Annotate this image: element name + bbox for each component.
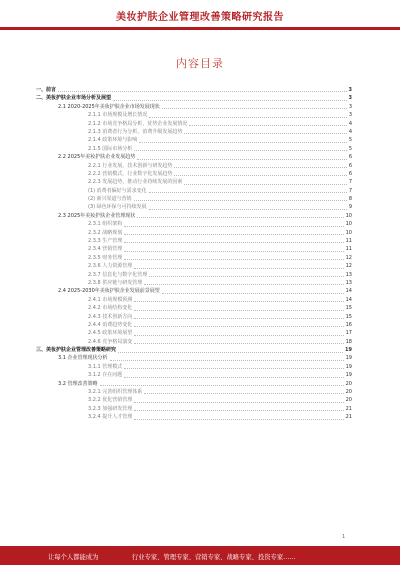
footer-banner xyxy=(0,546,400,565)
toc-entry[interactable] xyxy=(36,237,352,245)
toc-leader-dots xyxy=(144,392,343,394)
toc-entry-label: 3.1.2 存在问题 xyxy=(88,372,123,379)
toc-leader-dots xyxy=(134,342,343,344)
toc-leader-dots xyxy=(134,149,347,151)
toc-entry-label: 3.1.1 管理模式 xyxy=(88,363,123,370)
toc-leader-dots xyxy=(174,174,346,176)
toc-entry-page: 15 xyxy=(345,305,352,312)
toc-entry-page: 13 xyxy=(345,271,352,278)
toc-entry-label: 2.1.3 消费者行为分析，消费升级发展趋势 xyxy=(88,128,183,135)
toc-entry-page: 12 xyxy=(345,263,352,270)
toc-entry[interactable] xyxy=(36,346,352,354)
toc-entry-page: 20 xyxy=(345,380,352,387)
toc-entry-page: 4 xyxy=(348,128,352,135)
toc-entry[interactable] xyxy=(36,321,352,329)
toc-leader-dots xyxy=(137,216,343,218)
toc-entry[interactable] xyxy=(36,162,352,170)
toc-leader-dots xyxy=(134,418,343,420)
toc-entry-label: 3.1 企业管理现状分析 xyxy=(58,355,108,362)
toc-entry[interactable] xyxy=(36,136,352,144)
toc-entry-label: 2.1.4 政策环境与影响 xyxy=(88,137,138,144)
toc-entry-label: 2.3.1 组织架构 xyxy=(88,221,123,228)
toc-entry-label: 3.2 管理改善策略 xyxy=(58,380,98,387)
toc-entry[interactable] xyxy=(36,178,352,186)
toc-entry-label: 2.3.5 财务管理 xyxy=(88,254,123,261)
toc-entry-label: 2.4.6 竞争格局演变 xyxy=(88,338,133,345)
toc-entry[interactable] xyxy=(36,363,352,371)
toc-leader-dots xyxy=(124,233,343,235)
toc-entry[interactable] xyxy=(36,245,352,253)
toc-leader-dots xyxy=(134,300,343,302)
toc-entry-page: 19 xyxy=(345,363,352,370)
toc-entry-page: 10 xyxy=(345,229,352,236)
toc-entry-page: 11 xyxy=(345,246,352,253)
toc-entry[interactable] xyxy=(36,271,352,279)
toc-entry-page: 19 xyxy=(345,355,352,362)
toc-leader-dots xyxy=(174,166,346,168)
toc-leader-dots xyxy=(134,325,343,327)
toc-leader-dots xyxy=(124,376,343,378)
toc-entry[interactable] xyxy=(36,304,352,312)
toc-entry-label: 2.3 2025年美妆护肤企业管理现状 xyxy=(58,212,136,219)
toc-entry[interactable] xyxy=(36,212,352,220)
report-header xyxy=(0,0,400,30)
toc-entry-label: 一、前言 xyxy=(36,86,57,93)
toc-entry-label: 2.3.4 营销管理 xyxy=(88,246,123,253)
toc-entry-label: 3.2.1 完善组织管理体系 xyxy=(88,389,143,396)
toc-entry-label: (2) 新兴渠道与营销 xyxy=(88,196,132,203)
toc-entry-label: 2.3.2 战略规划 xyxy=(88,229,123,236)
toc-entry-page: 10 xyxy=(345,221,352,228)
toc-entry[interactable] xyxy=(36,396,352,404)
toc-leader-dots xyxy=(162,107,347,109)
toc-leader-dots xyxy=(149,275,343,277)
toc-leader-dots xyxy=(189,124,346,126)
toc-entry-label: (3) 绿色环保与可持续发展 xyxy=(88,204,147,211)
toc-heading: 内容目录 xyxy=(176,57,224,70)
toc-entry[interactable] xyxy=(36,279,352,287)
toc-entry-page: 12 xyxy=(345,254,352,261)
toc-entry-page: 20 xyxy=(345,389,352,396)
toc-leader-dots xyxy=(139,141,347,143)
toc-entry[interactable] xyxy=(36,195,352,203)
toc-leader-dots xyxy=(58,90,347,92)
toc-entry-page: 3 xyxy=(348,103,352,110)
toc-entry-page: 10 xyxy=(345,212,352,219)
toc-entry-page: 3 xyxy=(348,112,352,119)
toc-entry-label: 2.4.3 技术创新方向 xyxy=(88,313,133,320)
toc-leader-dots xyxy=(124,367,343,369)
toc-leader-dots xyxy=(124,225,343,227)
toc-entry-page: 3 xyxy=(348,95,352,102)
toc-entry[interactable] xyxy=(36,145,352,153)
toc-entry[interactable] xyxy=(36,254,352,262)
toc-entry-label: 2.2.3 发展趋势，推动行业持续发展的因素 xyxy=(88,179,183,186)
toc-entry-label: 2.1 2020-2025年美妆护肤企业市场发展现状 xyxy=(58,103,160,110)
toc-entry-page: 11 xyxy=(345,238,352,245)
toc-entry-label: 2.4.4 消费趋势变化 xyxy=(88,321,133,328)
toc-leader-dots xyxy=(162,292,344,294)
toc-leader-dots xyxy=(134,317,343,319)
toc-entry[interactable] xyxy=(36,262,352,270)
toc-entry-label: 2.4.1 市场规模预测 xyxy=(88,296,133,303)
toc-entry-label: 三、美妆护肤企业管理改善策略研究 xyxy=(36,347,117,354)
toc-leader-dots xyxy=(110,359,344,361)
toc-entry[interactable] xyxy=(36,338,352,346)
toc-entry-page: 4 xyxy=(348,120,352,127)
toc-entry-label: 2.4 2025-2030年美妆护肤企业发展前景展望 xyxy=(58,288,160,295)
toc-entry[interactable] xyxy=(36,388,352,396)
toc-entry-label: 2.2 2025年美妆护肤企业发展趋势 xyxy=(58,154,136,161)
toc-entry-page: 5 xyxy=(348,145,352,152)
toc-entry-page: 9 xyxy=(348,204,352,211)
toc-entry-label: 2.4.5 政策环境展望 xyxy=(88,330,133,337)
toc-entry[interactable] xyxy=(36,413,352,421)
toc-entry[interactable] xyxy=(36,153,352,161)
toc-leader-dots xyxy=(124,250,343,252)
toc-entry-label: 2.2.1 行业发展，技术创新与研发趋势 xyxy=(88,162,173,169)
toc-entry-page: 21 xyxy=(345,405,352,412)
toc-entry-page: 14 xyxy=(345,296,352,303)
toc-leader-dots xyxy=(134,401,343,403)
toc-leader-dots xyxy=(134,309,343,311)
toc-entry-label: 3.2.4 提升人才管理 xyxy=(88,414,133,421)
toc-entry-page: 18 xyxy=(345,338,352,345)
toc-entry-page: 19 xyxy=(345,372,352,379)
toc-entry[interactable] xyxy=(36,371,352,379)
toc-leader-dots xyxy=(184,132,346,134)
toc-entry-label: 2.1.1 市场规模及增长情况 xyxy=(88,112,148,119)
toc-entry-label: 2.3.7 信息化与数字化管理 xyxy=(88,271,148,278)
page-number: 1 xyxy=(342,534,346,540)
toc-entry-page: 7 xyxy=(348,179,352,186)
toc-entry-label: 二、美妆护肤企业市场分析及展望 xyxy=(36,95,112,102)
toc-entry-page: 15 xyxy=(345,313,352,320)
table-of-contents xyxy=(36,86,352,422)
footer-slogan: 让每个人都能成为 xyxy=(48,554,99,561)
toc-leader-dots xyxy=(134,267,343,269)
toc-entry[interactable] xyxy=(36,111,352,119)
toc-leader-dots xyxy=(134,199,347,201)
report-title: 美妆护肤企业管理改善策略研究报告 xyxy=(116,12,284,23)
footer-roles: 行业专家、管理专家、营销专家、战略专家、投资专家…… xyxy=(132,554,296,561)
toc-entry[interactable] xyxy=(36,405,352,413)
toc-entry-label: 3.2.2 优化营销管理 xyxy=(88,397,133,404)
toc-entry[interactable] xyxy=(36,220,352,228)
toc-entry-label: 2.1.5 国际市场分析 xyxy=(88,145,133,152)
toc-entry[interactable] xyxy=(36,94,352,102)
toc-entry-label: 2.1.2 市场竞争格局分析，优势企业发展情况 xyxy=(88,120,188,127)
toc-entry-label: 2.3.6 人力资源管理 xyxy=(88,263,133,270)
toc-entry[interactable] xyxy=(36,287,352,295)
toc-entry[interactable] xyxy=(36,355,352,363)
toc-entry-label: 2.4.2 市场结构变化 xyxy=(88,305,133,312)
toc-entry-page: 6 xyxy=(348,162,352,169)
toc-entry-page: 19 xyxy=(345,347,352,354)
toc-entry-page: 13 xyxy=(345,279,352,286)
toc-leader-dots xyxy=(124,258,343,260)
toc-leader-dots xyxy=(137,158,347,160)
toc-entry-page: 17 xyxy=(345,330,352,337)
toc-entry[interactable] xyxy=(36,313,352,321)
toc-entry[interactable] xyxy=(36,103,352,111)
toc-entry-page: 20 xyxy=(345,397,352,404)
toc-entry[interactable] xyxy=(36,120,352,128)
toc-entry-label: 3.2.3 加强研发管理 xyxy=(88,405,133,412)
toc-entry[interactable] xyxy=(36,187,352,195)
toc-entry-label: 2.2.2 营销模式，行业数字化发展趋势 xyxy=(88,170,173,177)
toc-entry[interactable] xyxy=(36,296,352,304)
toc-leader-dots xyxy=(113,99,347,101)
toc-leader-dots xyxy=(144,283,343,285)
toc-entry[interactable] xyxy=(36,203,352,211)
toc-entry-label: 2.3.8 供应链与研发管理 xyxy=(88,279,143,286)
toc-entry-page: 8 xyxy=(348,196,352,203)
toc-entry-label: (1) 消费者偏好与需求变化 xyxy=(88,187,147,194)
toc-entry-page: 6 xyxy=(348,170,352,177)
toc-leader-dots xyxy=(149,208,347,210)
toc-leader-dots xyxy=(134,334,343,336)
toc-leader-dots xyxy=(118,351,343,353)
toc-entry[interactable] xyxy=(36,128,352,136)
toc-entry[interactable] xyxy=(36,170,352,178)
toc-entry[interactable] xyxy=(36,229,352,237)
toc-entry-page: 7 xyxy=(348,187,352,194)
toc-entry[interactable] xyxy=(36,329,352,337)
toc-entry-page: 5 xyxy=(348,137,352,144)
toc-leader-dots xyxy=(149,191,347,193)
toc-leader-dots xyxy=(124,241,343,243)
toc-entry-label: 2.3.3 生产管理 xyxy=(88,238,123,245)
toc-entry[interactable] xyxy=(36,86,352,94)
toc-leader-dots xyxy=(100,384,344,386)
toc-leader-dots xyxy=(149,116,346,118)
header-rule xyxy=(0,27,400,30)
toc-entry-page: 14 xyxy=(345,288,352,295)
toc-entry-page: 3 xyxy=(348,86,352,93)
toc-entry[interactable] xyxy=(36,380,352,388)
toc-entry-page: 6 xyxy=(348,154,352,161)
toc-entry-page: 16 xyxy=(345,321,352,328)
toc-leader-dots xyxy=(134,409,343,411)
toc-leader-dots xyxy=(184,183,346,185)
toc-entry-page: 21 xyxy=(345,414,352,421)
